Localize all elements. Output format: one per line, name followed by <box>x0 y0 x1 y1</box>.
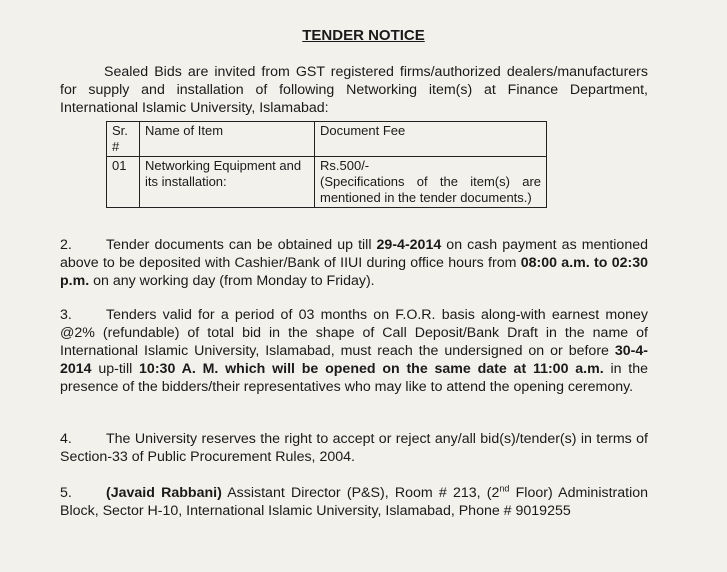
cell-name: Networking Equipment and its installation: <box>140 157 315 208</box>
header-name: Name of Item <box>140 122 315 157</box>
fee-amount: Rs.500/- <box>320 158 370 173</box>
paragraph-number: 3. <box>60 307 72 323</box>
p3-text-3: in the presence of the bidders/their representatives who may like to attend the opening ceremony. <box>60 361 648 395</box>
p5-text-2: Floor) Administration Block, Sector H-10, International Islamic University, Islamabad, Phone # 9019255 <box>60 485 649 519</box>
header-sr: Sr. # <box>107 122 140 157</box>
p3-text-2: up-till <box>91 361 140 377</box>
p5-sup: nd <box>499 483 510 494</box>
items-table <box>106 121 547 208</box>
p3-time: 10:30 A. M. which will be opened on the same date at 11:00 a.m. <box>139 361 604 377</box>
p4-text: The University reserves the right to accept or reject any/all bid(s)/tender(s) in terms of Section-33 of Public Procurement Rules, 2004. <box>60 431 648 465</box>
paragraph-4 <box>60 430 648 466</box>
fee-note: (Specifications of the item(s) are mentioned in the tender documents.) <box>320 174 541 205</box>
paragraph-3 <box>60 306 648 396</box>
p2-text-3: on any working day (from Monday to Friday). <box>89 273 375 289</box>
paragraph-5 <box>60 484 648 520</box>
p2-date: 29-4-2014 <box>376 237 442 253</box>
table-row <box>107 157 547 208</box>
paragraph-number: 5. <box>60 485 72 501</box>
p3-date: 30-4-2014 <box>60 343 648 377</box>
p2-text-1: Tender documents can be obtained up till <box>106 237 377 253</box>
cell-sr: 01 <box>107 157 140 208</box>
paragraph-number: 2. <box>60 237 72 253</box>
header-fee: Document Fee <box>315 122 547 157</box>
p3-text-1: Tenders valid for a period of 03 months on F.O.R. basis along-with earnest money @2% (refundable) of total bid in the shape of Call Deposit/Bank Draft in the name of International Islamic University, Islamabad, must reach the undersigned on or before <box>60 307 648 359</box>
intro-paragraph <box>60 63 648 117</box>
paragraph-number: 4. <box>60 431 72 447</box>
p5-text-1: Assistant Director (P&S), Room # 213, (2 <box>221 485 500 501</box>
p2-hours: 08:00 a.m. to 02:30 p.m. <box>60 255 648 289</box>
contact-name: (Javaid Rabbani) <box>106 485 222 501</box>
paragraph-2 <box>60 236 648 290</box>
intro-text: Sealed Bids are invited from GST registered firms/authorized dealers/manufacturers for supply and installation of following Networking item(s) at Finance Department, International Islamic University, Islamabad: <box>60 64 648 116</box>
table-header-row <box>107 122 547 157</box>
cell-fee <box>315 157 547 208</box>
notice-title: TENDER NOTICE <box>302 27 425 44</box>
p2-text-2: on cash payment as mentioned above to be deposited with Cashier/Bank of IIUI during office hours from <box>60 237 648 271</box>
